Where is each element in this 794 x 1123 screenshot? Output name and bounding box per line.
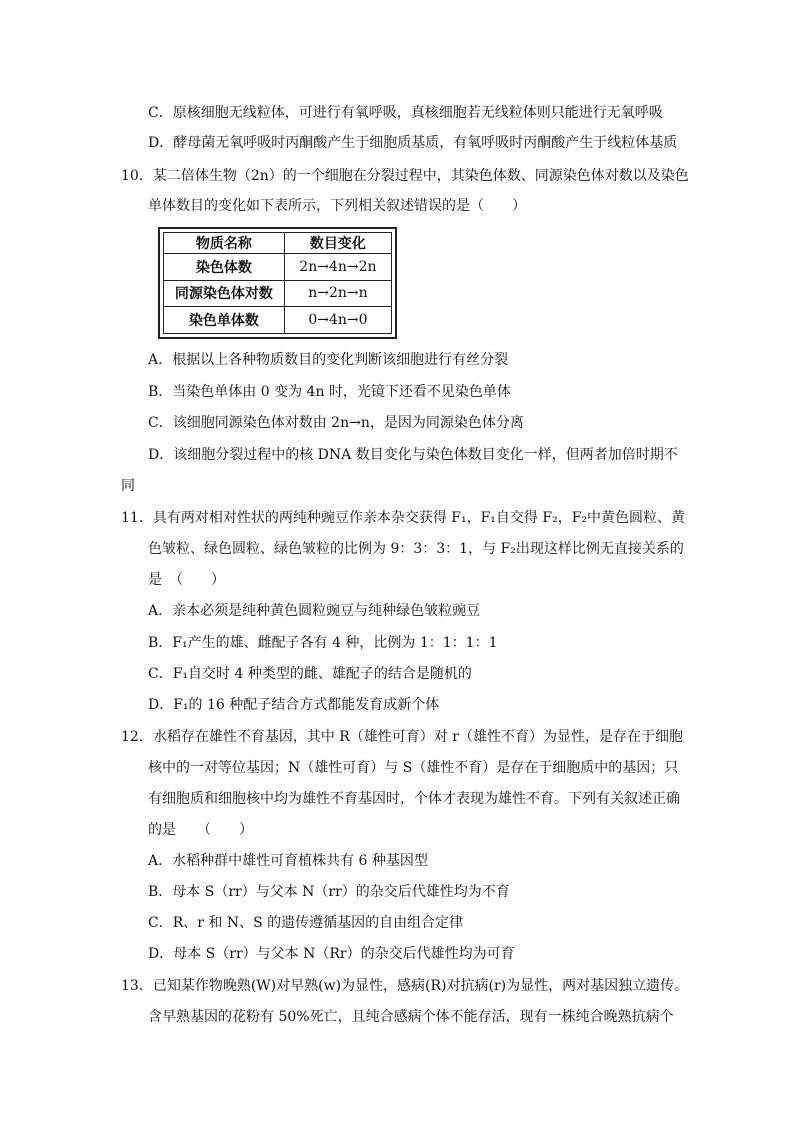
q11-option-b: B．F₁产生的雄、雌配子各有 4 种，比例为 1：1：1：1	[148, 635, 498, 651]
q11-stem-line3: 是 （ ）	[148, 572, 225, 588]
table-header-row	[164, 233, 392, 254]
q10-option-d-line2: 同	[121, 478, 135, 494]
q10-table	[158, 227, 397, 339]
q12-stem-line1: 12．水稻存在雄性不育基因，其中 R（雄性可育）对 r（雄性不育）为显性，是存在于细胞	[121, 729, 683, 745]
table-cell-change: 2n→4n→2n	[284, 254, 391, 281]
q12-option-a: A．水稻种群中雄性可育植株共有 6 种基因型	[148, 853, 428, 869]
table-row	[164, 254, 392, 281]
q10-option-a: A．根据以上各种物质数目的变化判断该细胞进行有丝分裂	[148, 352, 509, 368]
q12-stem-line2: 核中的一对等位基因；N（雄性可育）与 S（雄性不育）是存在于细胞质中的基因；只	[148, 760, 679, 776]
q12-stem-line4: 的是 （ ）	[148, 822, 253, 838]
table-cell-name: 同源染色体对数	[164, 280, 285, 307]
q11-option-a: A．亲本必须是纯种黄色圆粒豌豆与纯种绿色皱粒豌豆	[148, 603, 481, 619]
q11-option-d: D．F₁的 16 种配子结合方式都能发育成新个体	[148, 697, 440, 713]
q9-option-d: D．酵母菌无氧呼吸时丙酮酸产生于细胞质基质，有氧呼吸时丙酮酸产生于线粒体基质	[148, 135, 678, 151]
q11-stem-line2: 色皱粒、绿色圆粒、绿色皱粒的比例为 9：3：3：1，与 F₂出现这样比例无直接关系的	[148, 541, 684, 557]
q9-option-c: C．原核细胞无线粒体，可进行有氧呼吸，真核细胞若无线粒体则只能进行无氧呼吸	[148, 105, 663, 121]
q13-stem-line1: 13．已知某作物晚熟(W)对早熟(w)为显性，感病(R)对抗病(r)为显性，两对基因独立遗传。	[121, 978, 689, 994]
q12-stem-line3: 有细胞质和细胞核中均为雄性不育基因时，个体才表现为雄性不育。下列有关叙述正确	[148, 791, 680, 807]
q11-stem-line1: 11．具有两对相对性状的两纯种豌豆作亲本杂交获得 F₁，F₁自交得 F₂，F₂中黄色圆粒、黄	[121, 510, 686, 526]
q12-option-b: B．母本 S（rr）与父本 N（rr）的杂交后代雄性均为不育	[148, 884, 510, 900]
table-header-cell: 物质名称	[164, 233, 285, 254]
table-row	[164, 280, 392, 307]
table-row	[164, 307, 392, 334]
q10-option-b: B．当染色单体由 0 变为 4n 时，光镜下还看不见染色单体	[148, 384, 511, 400]
q11-option-c: C．F₁自交时 4 种类型的雌、雄配子的结合是随机的	[148, 666, 472, 682]
table-cell-name: 染色体数	[164, 254, 285, 281]
table-header-cell: 数目变化	[284, 233, 391, 254]
q10-option-c: C．该细胞同源染色体对数由 2n→n，是因为同源染色体分离	[148, 415, 524, 431]
table-cell-name: 染色单体数	[164, 307, 285, 334]
q10-stem-line1: 10．某二倍体生物（2n）的一个细胞在分裂过程中，其染色体数、同源染色体对数以及染色	[121, 168, 689, 184]
q12-option-d: D．母本 S（rr）与父本 N（Rr）的杂交后代雄性均为可育	[148, 946, 515, 962]
q12-option-c: C．R、r 和 N、S 的遗传遵循基因的自由组合定律	[148, 915, 464, 931]
table-cell-change: n→2n→n	[284, 280, 391, 307]
q10-stem-line2: 单体数目的变化如下表所示，下列相关叙述错误的是（ ）	[148, 198, 526, 214]
q13-stem-line2: 含早熟基因的花粉有 50%死亡，且纯合感病个体不能存活，现有一株纯合晚熟抗病个	[148, 1009, 674, 1025]
q10-option-d-line1: D．该细胞分裂过程中的核 DNA 数目变化与染色体数目变化一样，但两者加倍时期不	[148, 447, 678, 463]
table-cell-change: 0→4n→0	[284, 307, 391, 334]
